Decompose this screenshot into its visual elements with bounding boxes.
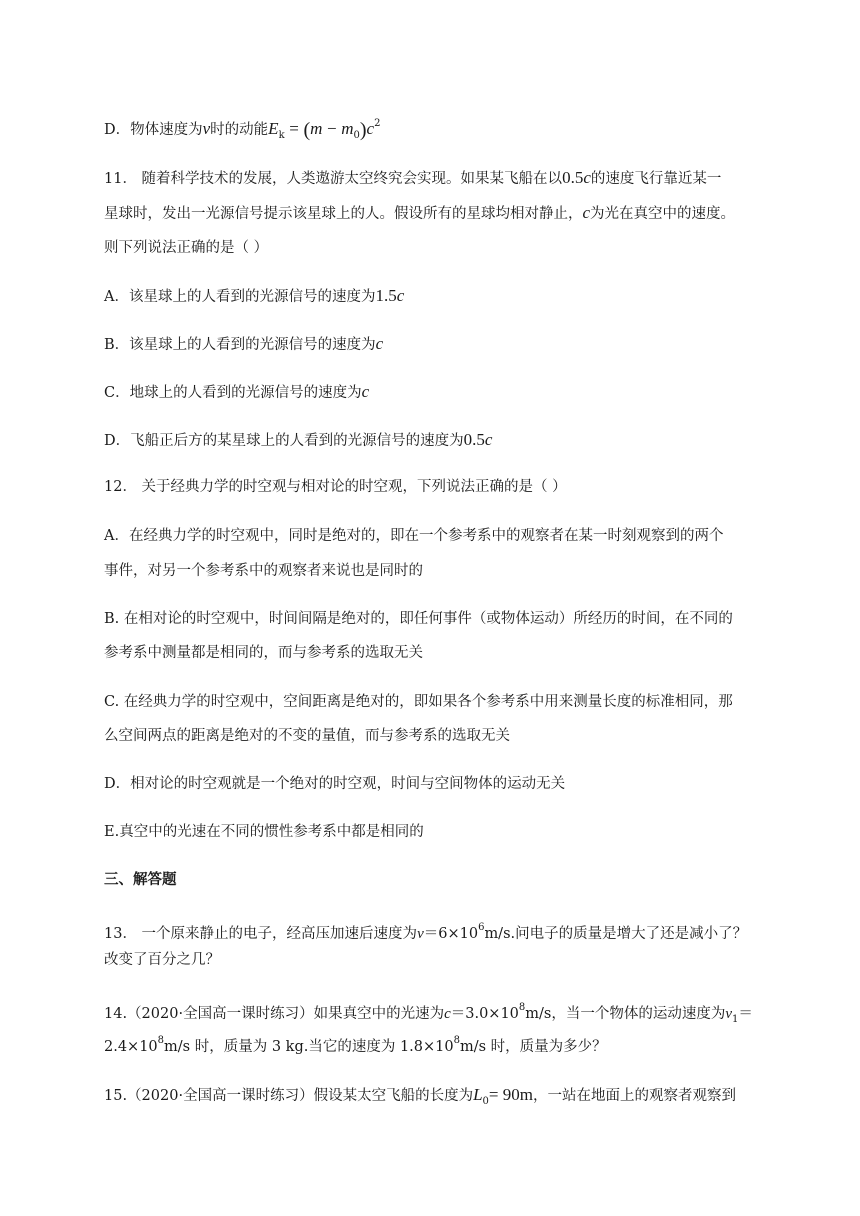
question-12-option-c-line-2: 么空间两点的距离是绝对的不变的量值，而与参考系的选取无关	[104, 728, 510, 744]
question-11-option-b: B．该星球上的人看到的光源信号的速度为c	[104, 334, 384, 353]
question-12-option-c-line-1: C. 在经典力学的时空观中，空间距离是绝对的，即如果各个参考系中用来测量长度的标准相同，那	[104, 694, 733, 710]
question-14-line-1: 14.（2020·全国高一课时练习）如果真空中的光速为$c=3.0\times 10^8m/s$，当一个物体的运动速度为$v_1=$	[104, 1002, 753, 1025]
question-11-line-3: 则下列说法正确的是（ ）	[104, 240, 269, 256]
question-15-line-1: 15.（2020·全国高一课时练习）假设某太空飞船的长度为$L_0= 90m$，一站在地面上的观察者观察到	[104, 1085, 736, 1107]
question-10-option-d: D．物体速度为v时的动能$E_k = (m - m_0)c^2$	[104, 118, 381, 141]
question-12-option-a-line-2: 事件，对另一个参考系中的观察者来说也是同时的	[104, 563, 423, 579]
section-heading: 三、解答题	[104, 871, 177, 888]
question-13-line-1: 13． 一个原来静止的电子，经高压加速后速度为$v=6\times 10^6m/s$.问电子的质量是增大了还是减小了？	[104, 922, 748, 942]
question-14-line-2: $2.4\times 10^8m/s$ 时，质量为 3 kg.当它的速度为 $1.8\times 10^8m/s$ 时，质量为多少？	[104, 1035, 607, 1055]
question-11-option-d: D．飞船正后方的某星球上的人看到的光源信号的速度为0.5c	[104, 430, 493, 449]
question-11-line-2: 星球时，发出一光源信号提示该星球上的人。假设所有的星球均相对静止，c为光在真空中的速度。	[104, 203, 736, 222]
question-12-option-a-line-1: A．在经典力学的时空观中，同时是绝对的，即在一个参考系中的观察者在某一时刻观察到的两个	[104, 528, 724, 544]
question-12-option-e: E.真空中的光速在不同的惯性参考系中都是相同的	[104, 824, 424, 840]
question-12-stem: 12． 关于经典力学的时空观与相对论的时空观，下列说法正确的是（ ）	[104, 479, 567, 495]
question-13-line-2: 改变了百分之几？	[104, 952, 220, 968]
question-11-line-1: 11． 随着科学技术的发展，人类遨游太空终究会实现。如果某飞船在以0.5c的速度飞行靠近某一	[104, 168, 722, 187]
question-11-option-a: A．该星球上的人看到的光源信号的速度为1.5c	[104, 286, 405, 305]
question-12-option-b-line-1: B. 在相对论的时空观中，时间间隔是绝对的，即任何事件（或物体运动）所经历的时间，在不同的	[104, 611, 733, 627]
question-12-option-b-line-2: 参考系中测量都是相同的，而与参考系的选取无关	[104, 645, 423, 661]
question-11-option-c: C．地球上的人看到的光源信号的速度为c	[104, 382, 370, 401]
energy-symbol: E	[268, 119, 279, 138]
question-12-option-d: D．相对论的时空观就是一个绝对的时空观，时间与空间物体的运动无关	[104, 776, 566, 792]
